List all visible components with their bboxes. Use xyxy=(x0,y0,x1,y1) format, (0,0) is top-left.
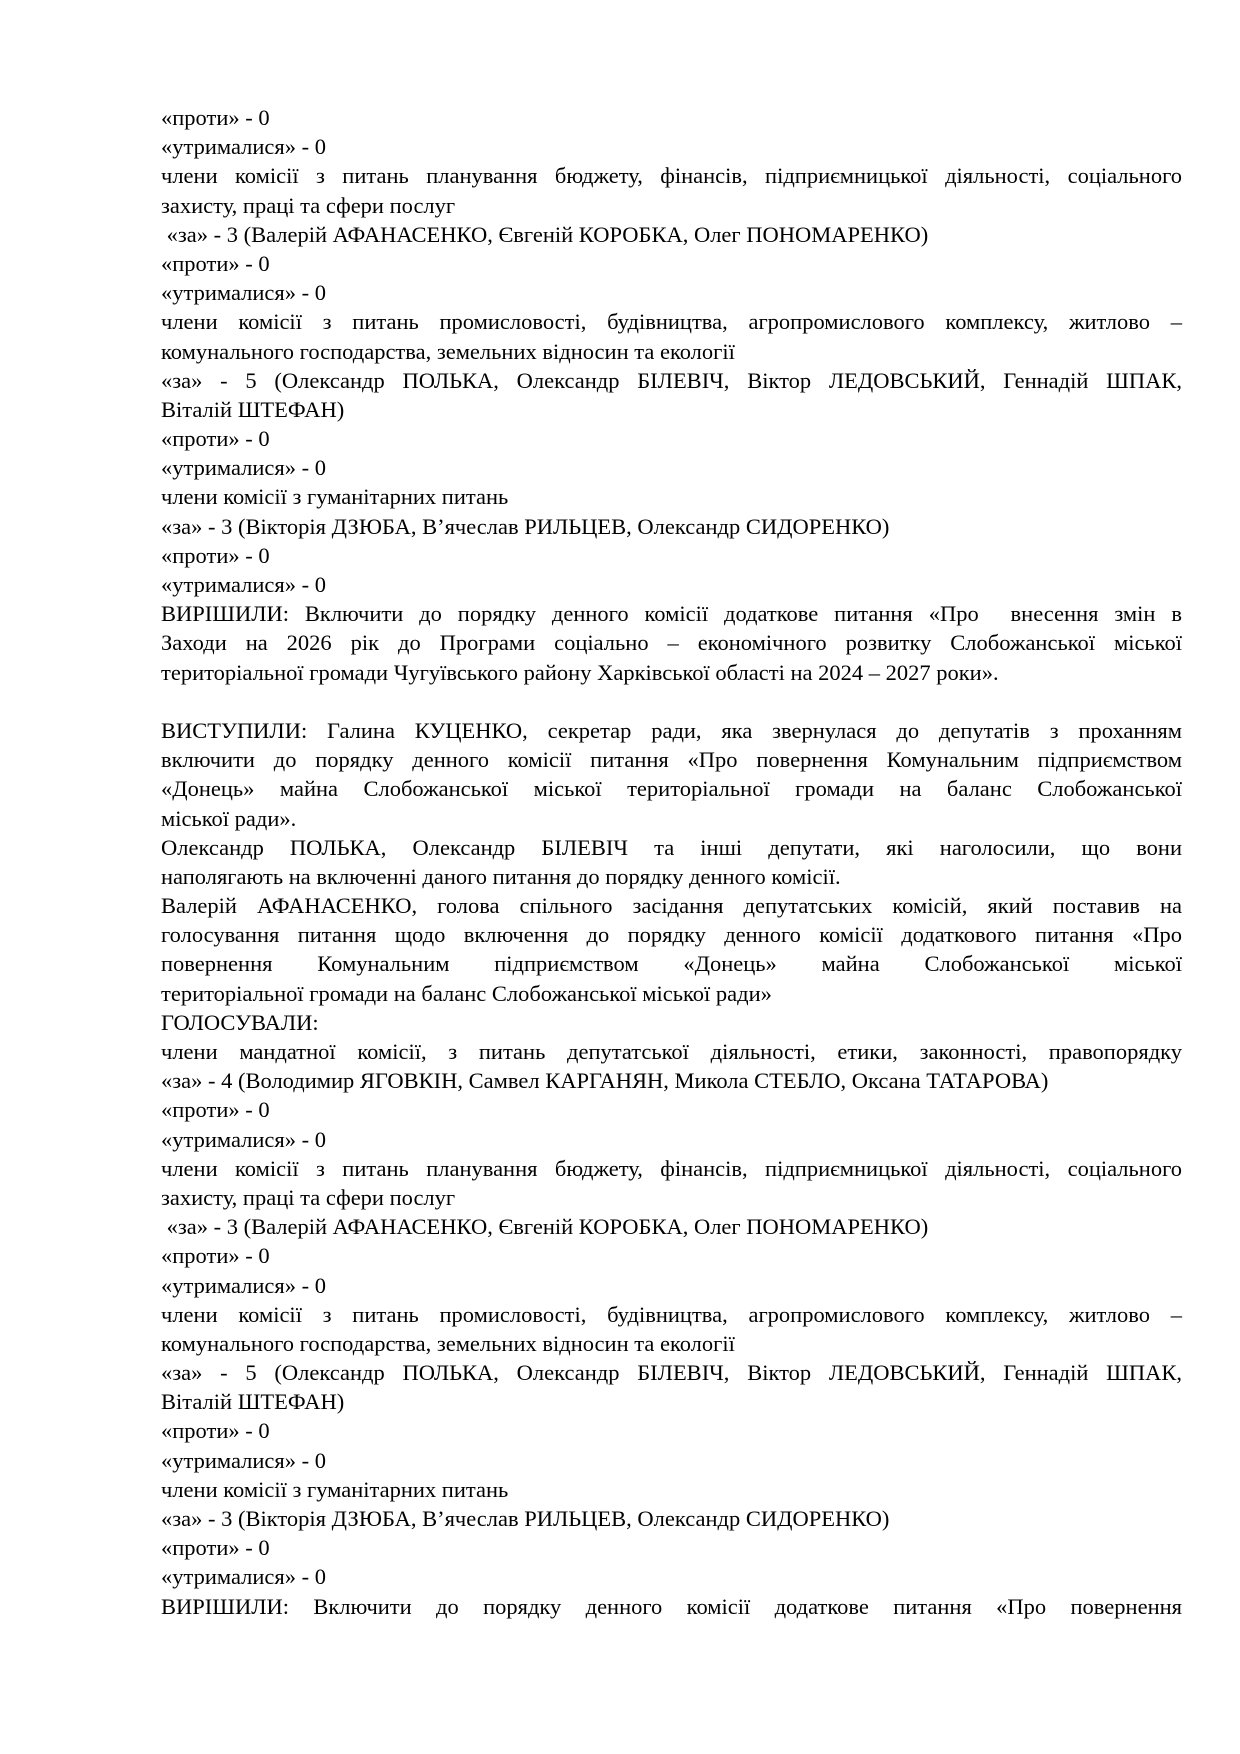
text-line: «за» - 3 (Вікторія ДЗЮБА, В’ячеслав РИЛЬЦЕВ, Олександр СИДОРЕНКО) xyxy=(161,1506,890,1531)
text-line: включити до порядку денного комісії питання «Про повернення Комунальним підприємством xyxy=(161,747,1182,773)
text-line: «проти» - 0 xyxy=(161,250,270,276)
text-line: «за» - 3 (Вікторія ДЗЮБА, В’ячеслав РИЛЬЦЕВ, Олександр СИДОРЕНКО) xyxy=(161,513,890,539)
text-line: комунального господарства, земельних відносин та екології xyxy=(161,338,735,364)
text-line: «за» - 5 (Олександр ПОЛЬКА, Олександр БІЛЕВІЧ, Віктор ЛЕДОВСЬКИЙ, Геннадій ШПАК, xyxy=(161,1360,1182,1386)
text-line: захисту, праці та сфери послуг xyxy=(161,192,456,218)
text-line: «за» - 5 (Олександр ПОЛЬКА, Олександр БІЛЕВІЧ, Віктор ЛЕДОВСЬКИЙ, Геннадій ШПАК, xyxy=(161,367,1182,393)
text-line: Віталій ШТЕФАН) xyxy=(161,1389,345,1415)
text-line: ГОЛОСУВАЛИ: xyxy=(161,1009,319,1035)
text-line: «проти» - 0 xyxy=(161,105,270,130)
text-line: територіальної громади Чугуївського району Харківської області на 2024 – 2027 роки». xyxy=(161,659,999,685)
text-line: «утрималися» - 0 xyxy=(161,280,327,306)
text-line: міської ради». xyxy=(161,805,297,831)
document-content xyxy=(161,103,1182,1621)
text-line: Заходи на 2026 рік до Програми соціально – економічного розвитку Слобожанської міської xyxy=(161,630,1182,656)
text-line: повернення Комунальним підприємством «Донець» майна Слобожанської міської xyxy=(161,951,1182,977)
text-line: захисту, праці та сфери послуг xyxy=(161,1184,456,1210)
text-line: голосування питання щодо включення до порядку денного комісії додаткового питання «Про xyxy=(161,922,1182,948)
text-line: «утрималися» - 0 xyxy=(161,455,327,481)
text-line: «утрималися» - 0 xyxy=(161,1126,327,1152)
text-line: члени комісії з гуманітарних питань xyxy=(161,1476,509,1502)
text-line: «проти» - 0 xyxy=(161,1097,270,1123)
text-line: члени комісії з питань промисловості, будівництва, агропромислового комплексу, житлово – xyxy=(161,309,1182,335)
text-line: «утрималися» - 0 xyxy=(161,572,327,597)
text-line: члени комісії з питань промисловості, будівництва, агропромислового комплексу, житлово – xyxy=(161,1301,1182,1327)
text-line: «проти» - 0 xyxy=(161,1535,270,1561)
text-line: «за» - 4 (Володимир ЯГОВКІН, Самвел КАРГАНЯН, Микола СТЕБЛО, Оксана ТАТАРОВА) xyxy=(161,1068,1049,1094)
text-line: ВИРІШИЛИ: Включити до порядку денного комісії додаткове питання «Про внесення змін в xyxy=(161,601,1182,627)
text-line: Віталій ШТЕФАН) xyxy=(161,396,345,422)
blank-line xyxy=(161,687,1182,716)
text-line: «утрималися» - 0 xyxy=(161,1564,327,1590)
text-line: «за» - 3 (Валерій АФАНАСЕНКО, Євгеній КОРОБКА, Олег ПОНОМАРЕНКО) xyxy=(161,1214,929,1240)
text-line: Валерій АФАНАСЕНКО, голова спільного засідання депутатських комісій, який поставив на xyxy=(161,893,1182,919)
text-line: «Донець» майна Слобожанської міської територіальної громади на баланс Слобожанської xyxy=(161,776,1182,802)
text-line: «утрималися» - 0 xyxy=(161,1447,327,1473)
text-line: члени комісії з питань планування бюджету, фінансів, підприємницької діяльності, соціального xyxy=(161,163,1182,189)
text-line: «проти» - 0 xyxy=(161,542,270,568)
text-line: комунального господарства, земельних відносин та екології xyxy=(161,1330,735,1356)
text-line: територіальної громади на баланс Слобожанської міської ради» xyxy=(161,980,772,1006)
text-line: «проти» - 0 xyxy=(161,1243,270,1269)
text-line: ВИРІШИЛИ: Включити до порядку денного комісії додаткове питання «Про повернення xyxy=(161,1593,1182,1619)
text-line: «утрималися» - 0 xyxy=(161,1272,327,1298)
text-line: «за» - 3 (Валерій АФАНАСЕНКО, Євгеній КОРОБКА, Олег ПОНОМАРЕНКО) xyxy=(161,221,929,247)
text-line: члени мандатної комісії, з питань депутатської діяльності, етики, законності, правопорядку xyxy=(161,1039,1182,1064)
text-line: ВИСТУПИЛИ: Галина КУЦЕНКО, секретар ради, яка звернулася до депутатів з проханням xyxy=(161,717,1182,743)
text-line: «утрималися» - 0 xyxy=(161,134,327,160)
text-line: члени комісії з питань планування бюджету, фінансів, підприємницької діяльності, соціального xyxy=(161,1155,1182,1181)
text-line: Олександр ПОЛЬКА, Олександр БІЛЕВІЧ та інші депутати, які наголосили, що вони xyxy=(161,834,1182,860)
text-line: «проти» - 0 xyxy=(161,1418,270,1444)
text-line: наполягають на включенні даного питання до порядку денного комісії. xyxy=(161,863,841,889)
text-line: члени комісії з гуманітарних питань xyxy=(161,484,509,510)
text-line: «проти» - 0 xyxy=(161,426,270,452)
